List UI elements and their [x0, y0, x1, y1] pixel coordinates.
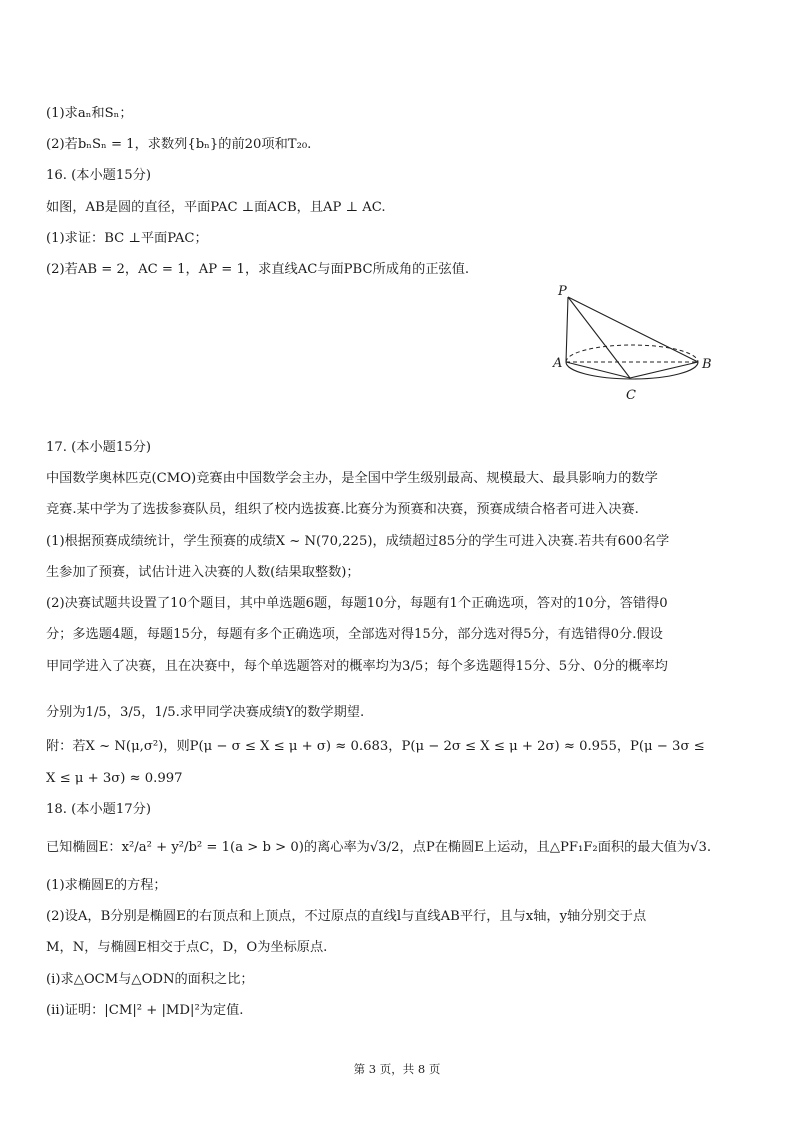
edge-ac	[566, 362, 630, 378]
text-line: 附：若X ~ N(μ,σ²)，则P(μ − σ ≤ X ≤ μ + σ) ≈ 0.683，P(μ − 2σ ≤ X ≤ μ + 2σ) ≈ 0.955，P(μ − 3σ ≤	[46, 739, 705, 754]
edge-pc	[568, 297, 630, 378]
text-line: 18. (本小题17分)	[46, 802, 151, 817]
text-line: 17. (本小题15分)	[46, 440, 151, 455]
label-p: P	[558, 284, 567, 299]
text-line: (2)决赛试题共设置了10个题目，其中单选题6题，每题10分，每题有1个正确选项，答对的10分，答错得0	[46, 596, 668, 611]
text-line: 已知椭圆E：x²/a² + y²/b² = 1(a > b > 0)的离心率为√3/2，点P在椭圆E上运动，且△PF₁F₂面积的最大值为√3.	[46, 840, 712, 855]
edge-pa	[566, 297, 568, 362]
page-footer: 第 3 页，共 8 页	[353, 1062, 441, 1076]
edge-pb	[568, 297, 698, 362]
text-line: (1)根据预赛成绩统计，学生预赛的成绩X ~ N(70,225)，成绩超过85分的学生可进入决赛.若共有600名学	[46, 534, 670, 549]
text-line: 中国数学奥林匹克(CMO)竞赛由中国数学会主办，是全国中学生级别最高、规模最大、最具影响力的数学	[46, 471, 658, 486]
text-line: (2)设A，B分别是椭圆E的右顶点和上顶点，不过原点的直线l与直线AB平行，且与x轴，y轴分别交于点	[46, 909, 647, 924]
text-line: 分别为1/5，3/5，1/5.求甲同学决赛成绩Y的数学期望.	[46, 705, 365, 720]
text-line: (1)求aₙ和Sₙ；	[46, 106, 133, 121]
text-line: 生参加了预赛，试估计进入决赛的人数(结果取整数)；	[46, 565, 360, 580]
text-line: (1)求证：BC ⊥平面PAC；	[46, 231, 208, 246]
ellipse-front-arc	[566, 362, 698, 379]
ellipse-back-arc	[566, 345, 698, 362]
text-line: (2)若AB = 2，AC = 1，AP = 1，求直线AC与面PBC所成角的正弦值.	[46, 262, 470, 277]
label-c: C	[626, 388, 636, 403]
text-line: (2)若bₙSₙ = 1，求数列{bₙ}的前20项和T₂₀.	[46, 137, 312, 152]
text-line: 甲同学进入了决赛，且在决赛中，每个单选题答对的概率均为3/5；每个多选题得15分、5分、0分的概率均	[46, 659, 668, 674]
text-line: M，N，与椭圆E相交于点C，D，O为坐标原点.	[46, 940, 328, 955]
label-a: A	[553, 356, 563, 371]
edge-bc	[630, 362, 698, 378]
text-line: X ≤ μ + 3σ) ≈ 0.997	[46, 771, 183, 786]
text-line: 竞赛.某中学为了选拔参赛队员，组织了校内选拔赛.比赛分为预赛和决赛，预赛成绩合格者可进入决赛.	[46, 502, 639, 517]
text-line: 16. (本小题15分)	[46, 168, 151, 183]
text-line: (i)求△OCM与△ODN的面积之比；	[46, 972, 254, 987]
geometry-figure	[545, 277, 725, 407]
text-line: (ii)证明：|CM|² + |MD|²为定值.	[46, 1003, 244, 1018]
label-b: B	[702, 357, 712, 372]
text-line: 分；多选题4题，每题15分，每题有多个正确选项，全部选对得15分，部分选对得5分，有选错得0分.假设	[46, 627, 663, 642]
text-line: 如图，AB是圆的直径，平面PAC ⊥面ACB，且AP ⊥ AC.	[46, 200, 386, 215]
text-line: (1)求椭圆E的方程；	[46, 878, 167, 893]
